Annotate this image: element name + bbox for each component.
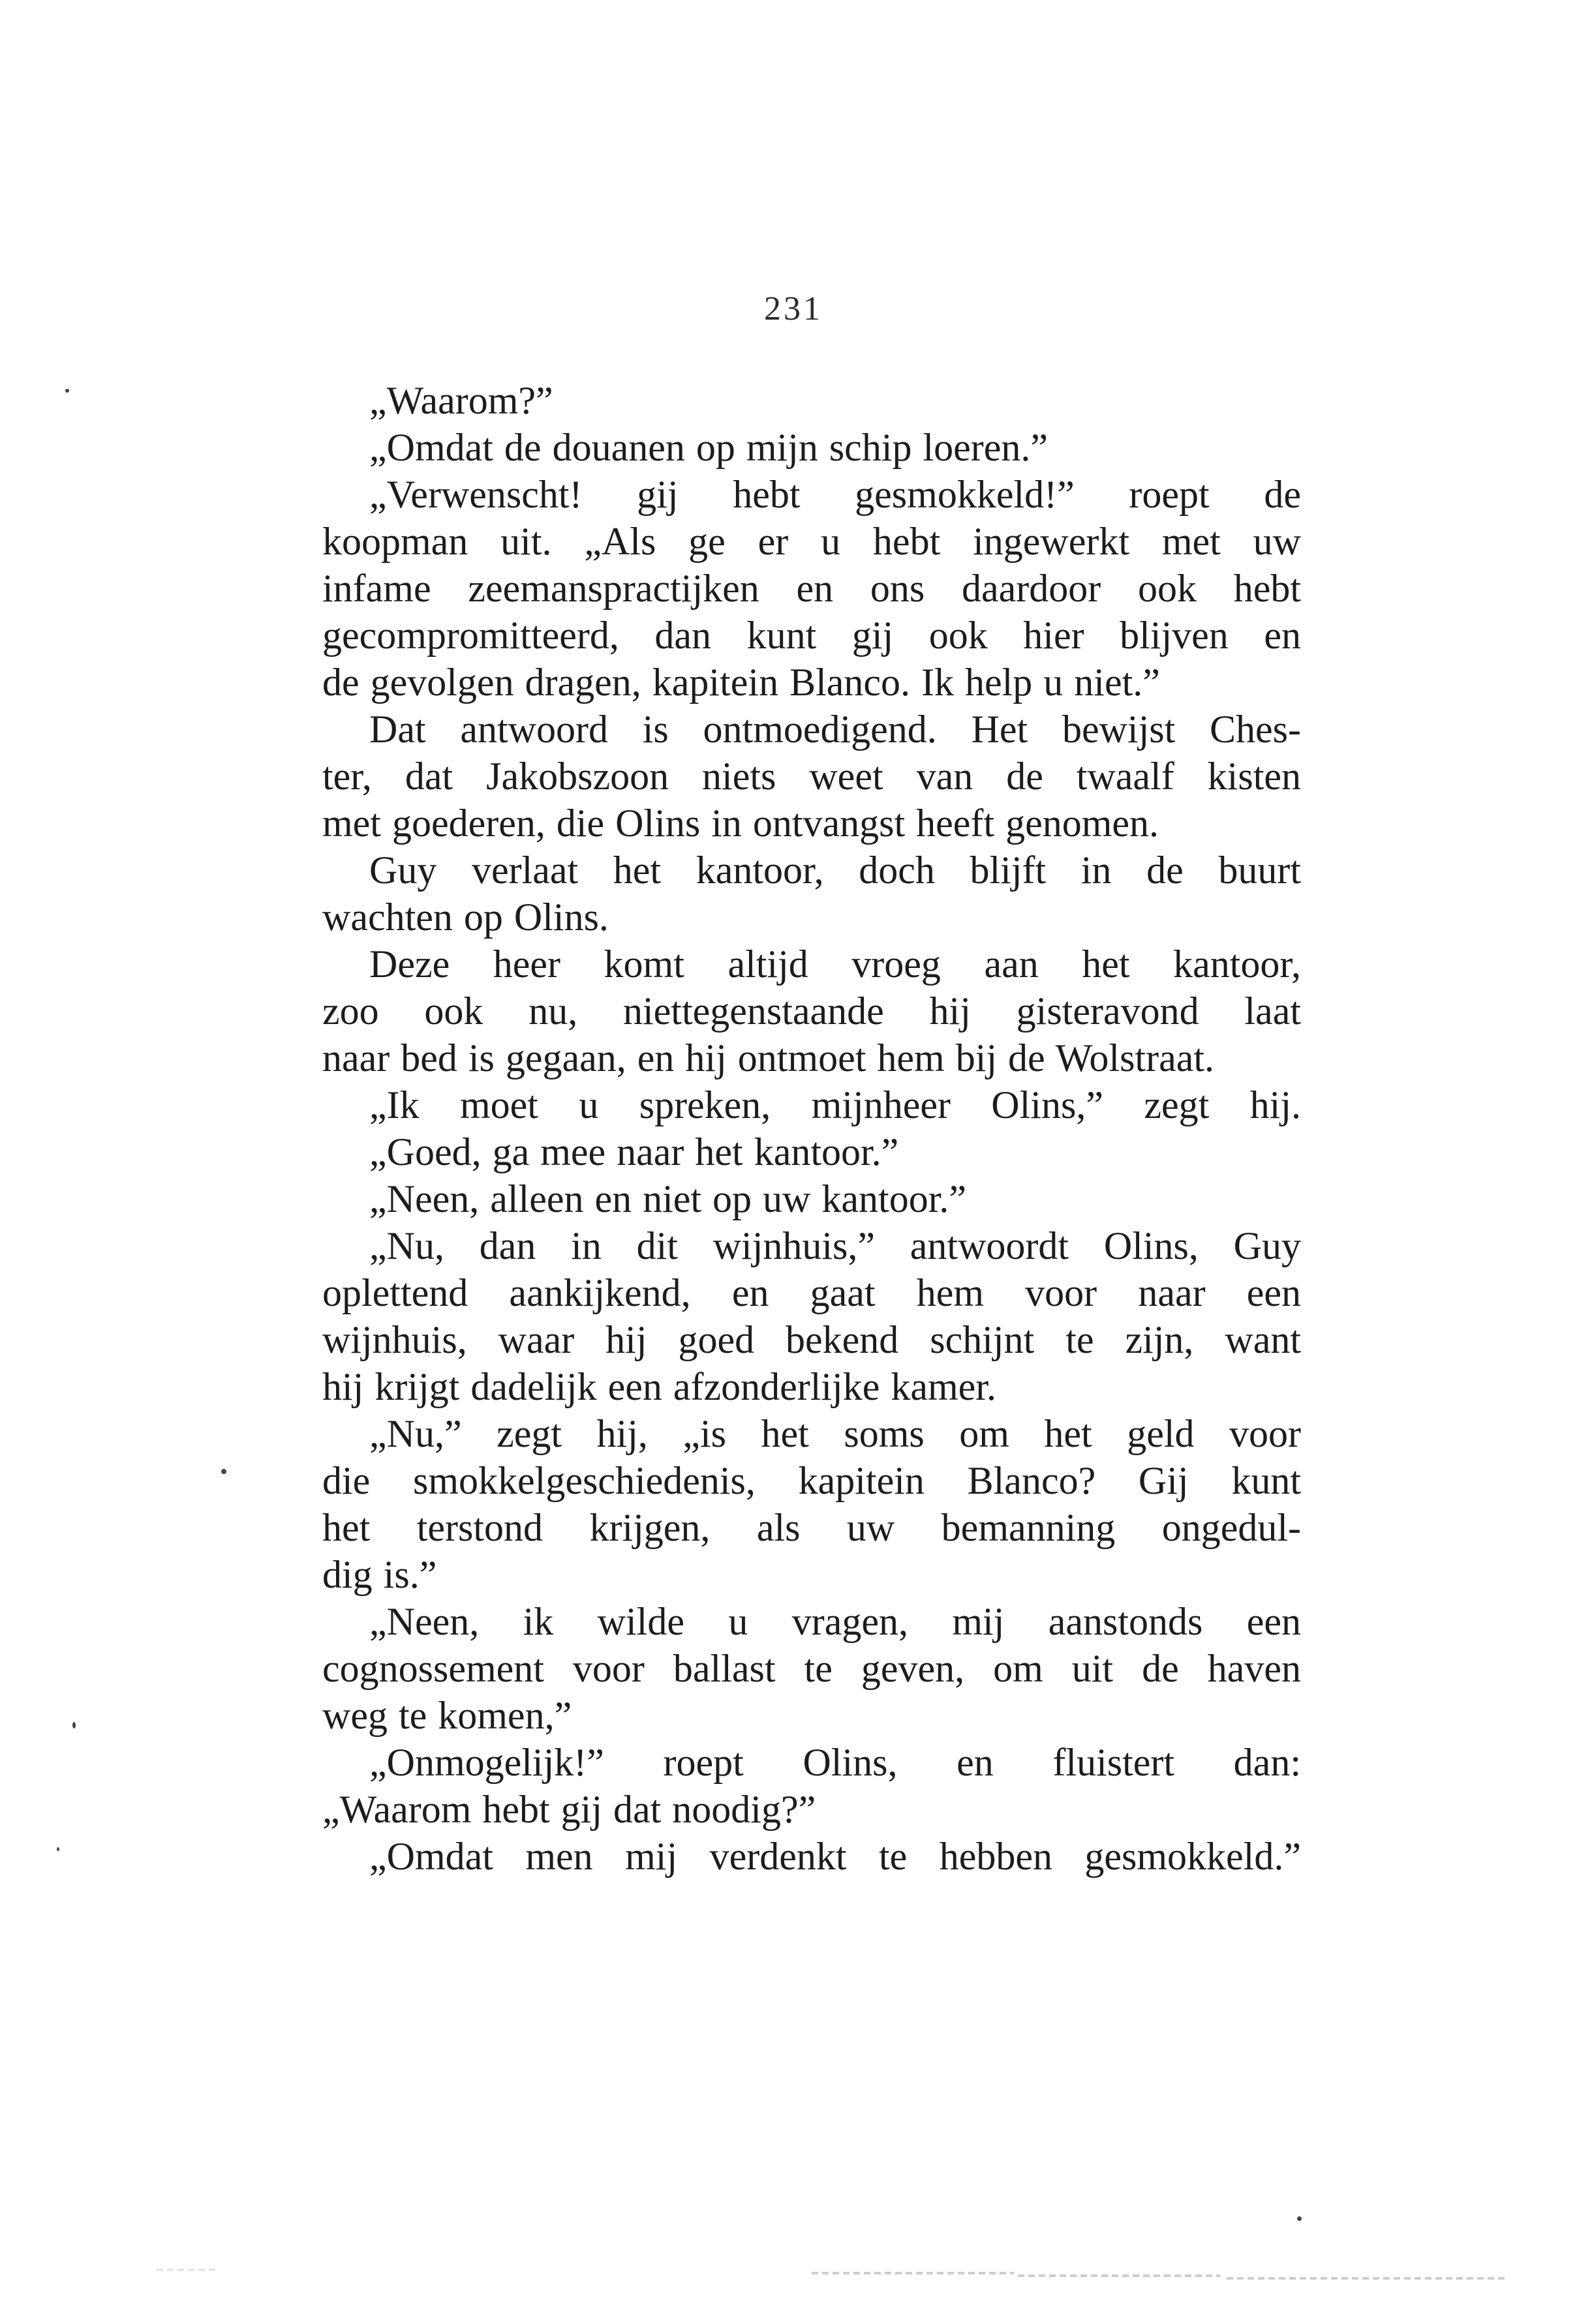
- text-line: „Waarom?”: [369, 379, 553, 422]
- text-line: „Waarom hebt gij dat noodig?”: [322, 1788, 816, 1831]
- scan-smudge: [157, 2269, 215, 2271]
- text-line: wijnhuis, waar hij goed bekend schijnt te zijn, want: [322, 1318, 1301, 1361]
- text-line: hij krijgt dadelijk een afzonderlijke kamer.: [322, 1365, 996, 1408]
- scan-smudge: [1227, 2277, 1507, 2280]
- scan-speck: [72, 1722, 76, 1728]
- text-line: cognossement voor ballast te geven, om uit de haven: [322, 1647, 1301, 1690]
- scan-smudge: [812, 2272, 1014, 2274]
- text-line: ter, dat Jakobszoon niets weet van de twaalf kisten: [322, 755, 1301, 798]
- text-line: infame zeemanspractijken en ons daardoor ook hebt: [322, 567, 1301, 610]
- text-line: „Goed, ga mee naar het kantoor.”: [369, 1130, 899, 1173]
- text-line: het terstond krijgen, als uw bemanning ongedul-: [322, 1506, 1301, 1549]
- text-line: „Onmogelijk!” roept Olins, en fluistert dan:: [369, 1741, 1301, 1784]
- text-line: met goederen, die Olins in ontvangst heeft genomen.: [322, 802, 1159, 845]
- scan-speck: [221, 1469, 226, 1474]
- text-line: naar bed is gegaan, en hij ontmoet hem bij de Wolstraat.: [322, 1036, 1215, 1079]
- text-line: Dat antwoord is ontmoedigend. Het bewijst Ches-: [369, 708, 1301, 751]
- scan-speck: [1297, 2216, 1302, 2221]
- text-line: Deze heer komt altijd vroeg aan het kantoor,: [369, 943, 1301, 986]
- text-line: zoo ook nu, niettegenstaande hij gisteravond laat: [322, 989, 1301, 1033]
- body-text: [322, 377, 1301, 1880]
- text-line: gecompromitteerd, dan kunt gij ook hier blijven en: [322, 614, 1301, 657]
- scan-speck: [57, 1847, 59, 1851]
- text-line: „Verwenscht! gij hebt gesmokkeld!” roept de: [369, 473, 1301, 516]
- text-line: koopman uit. „Als ge er u hebt ingewerkt met uw: [322, 520, 1301, 563]
- page-number: 231: [764, 290, 823, 327]
- text-line: „Nu, dan in dit wijnhuis,” antwoordt Olins, Guy: [369, 1224, 1301, 1267]
- text-line: wachten op Olins.: [322, 896, 609, 939]
- text-line: dig is.”: [322, 1553, 437, 1596]
- scan-smudge: [1018, 2274, 1220, 2277]
- text-line: oplettend aankijkend, en gaat hem voor naar een: [322, 1271, 1301, 1314]
- text-line: „Neen, ik wilde u vragen, mij aanstonds een: [369, 1600, 1301, 1643]
- text-line: weg te komen,”: [322, 1694, 572, 1737]
- text-line: „Omdat de douanen op mijn schip loeren.”: [369, 426, 1049, 469]
- text-line: Guy verlaat het kantoor, doch blijft in de buurt: [369, 849, 1301, 892]
- text-line: „Neen, alleen en niet op uw kantoor.”: [369, 1177, 966, 1220]
- text-line: „Nu,” zegt hij, „is het soms om het geld voor: [369, 1412, 1301, 1455]
- text-line: de gevolgen dragen, kapitein Blanco. Ik help u niet.”: [322, 661, 1160, 704]
- text-line: die smokkelgeschiedenis, kapitein Blanco? Gij kunt: [322, 1459, 1301, 1502]
- scan-speck: [65, 389, 69, 393]
- text-line: „Ik moet u spreken, mijnheer Olins,” zegt hij.: [369, 1083, 1301, 1126]
- text-line: „Omdat men mij verdenkt te hebben gesmokkeld.”: [369, 1835, 1301, 1878]
